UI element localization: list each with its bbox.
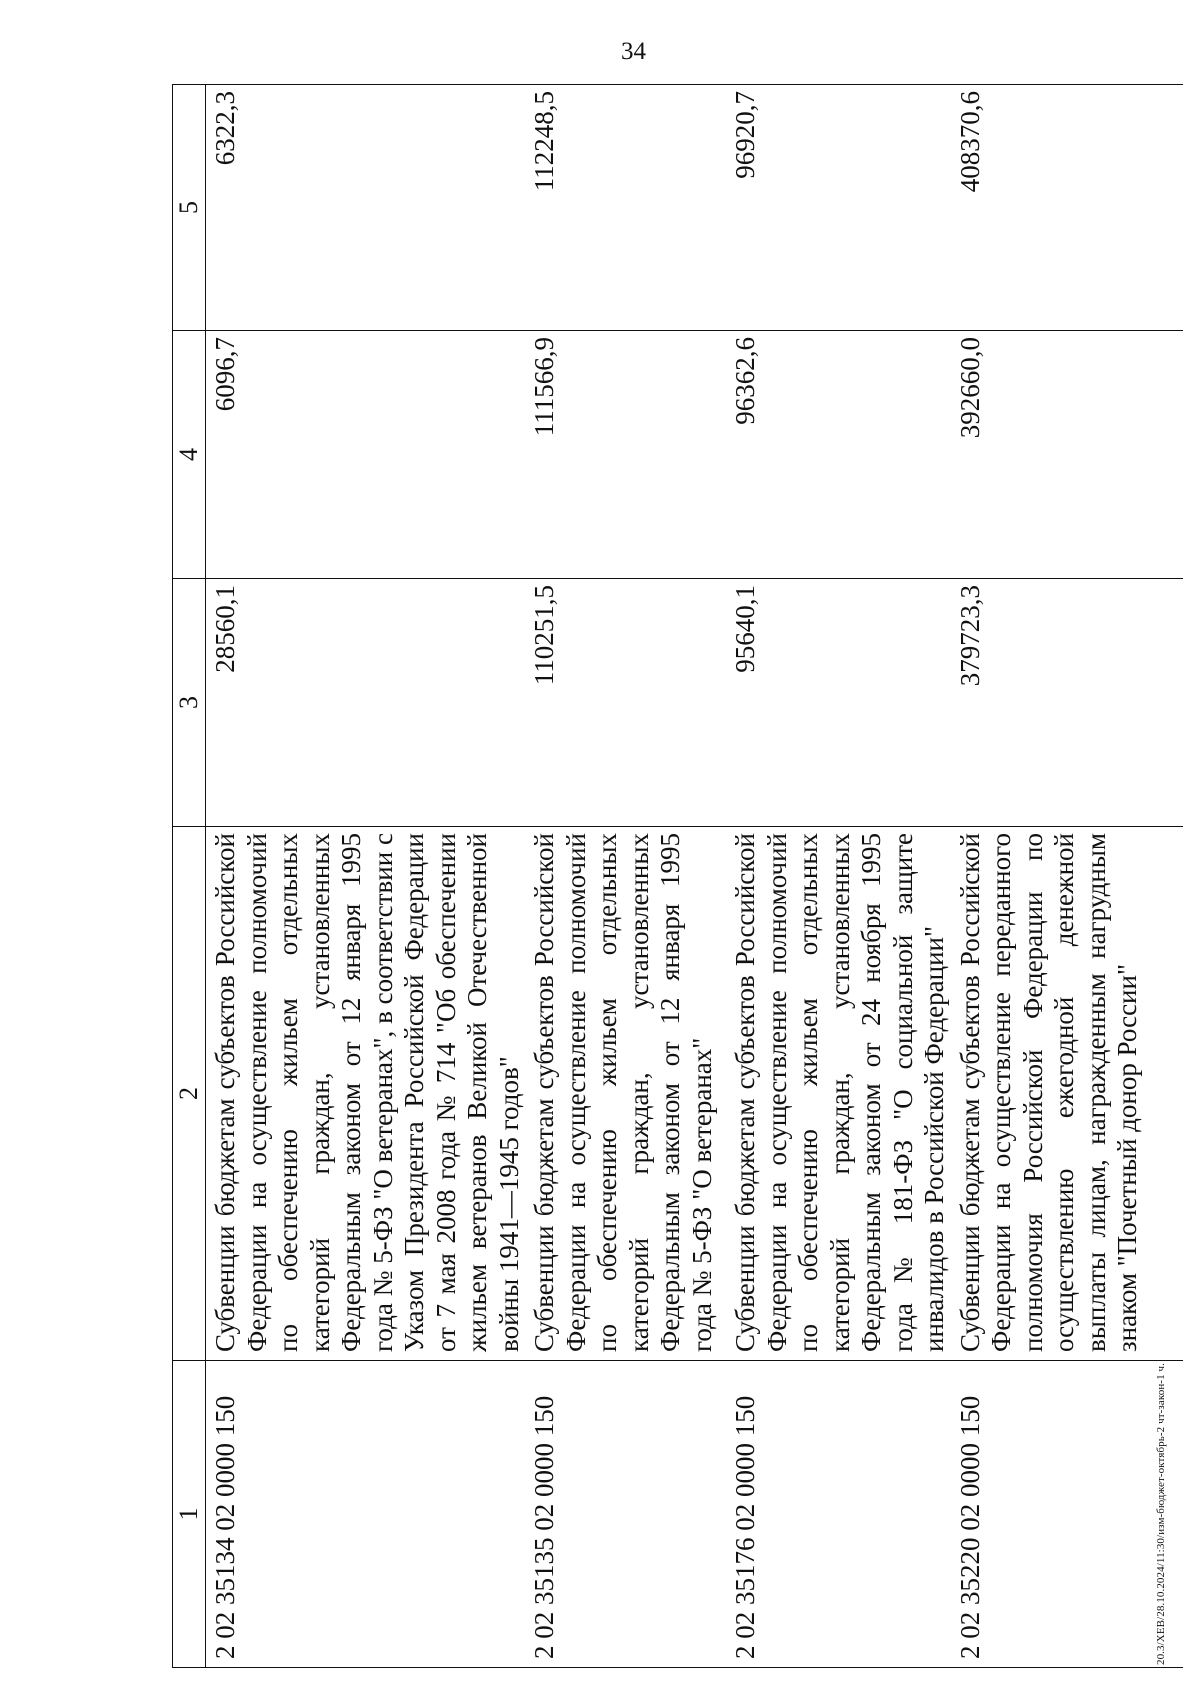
amount-col-4: 111566,9 <box>525 331 726 579</box>
amount-col-3: 95640,1 <box>726 579 951 827</box>
amount-col-3: 110251,5 <box>525 579 726 827</box>
amount-col-4: 96362,6 <box>726 331 951 579</box>
page-number: 34 <box>621 38 646 65</box>
header-col-2: 2 <box>173 827 206 1361</box>
income-description: Субвенции бюджетам субъектов Российской Федерации на осуществление переданного полномочия Российской Федерации по осуществлению ежегодной денежной выплаты лицам, награжденным нагрудным знаком "Почетный донор России" <box>951 827 1183 1361</box>
amount-col-5: 112248,5 <box>525 85 726 331</box>
header-col-3: 3 <box>173 579 206 827</box>
table-row <box>726 85 951 1668</box>
amount-col-5: 96920,7 <box>726 85 951 331</box>
amount-col-5: 408370,6 <box>951 85 1183 331</box>
income-code: 2 02 35135 02 0000 150 <box>525 1361 726 1668</box>
header-col-5: 5 <box>173 85 206 331</box>
header-col-4: 4 <box>173 331 206 579</box>
rotated-table-container <box>172 85 1149 1668</box>
header-col-1: 1 <box>173 1361 206 1668</box>
amount-col-4: 6096,7 <box>206 331 526 579</box>
table-header-row <box>173 85 206 1668</box>
income-code: 2 02 35220 02 0000 150 <box>951 1361 1183 1668</box>
table-row <box>206 85 526 1668</box>
income-description: Субвенции бюджетам субъектов Российской Федерации на осуществление полномочий по обеспечению жильем отдельных категорий граждан, установленных Федеральным законом от 12 января 1995 года № 5-ФЗ "О ветеранах", в соответствии с Указом Президента Российской Федерации от 7 мая 2008 года № 714 "Об обеспечении жильем ветеранов Великой Отечественной войны 1941—1945 годов" <box>206 827 526 1361</box>
table-row <box>525 85 726 1668</box>
budget-table <box>172 84 1183 1668</box>
income-code: 2 02 35176 02 0000 150 <box>726 1361 951 1668</box>
income-description: Субвенции бюджетам субъектов Российской Федерации на осуществление полномочий по обеспечению жильем отдельных категорий граждан, установленных Федеральным законом от 12 января 1995 года № 5-ФЗ "О ветеранах" <box>525 827 726 1361</box>
amount-col-3: 28560,1 <box>206 579 526 827</box>
amount-col-3: 379723,3 <box>951 579 1183 827</box>
document-footer-code <box>1151 85 1171 1665</box>
amount-col-5: 6322,3 <box>206 85 526 331</box>
budget-table-frame <box>172 85 1149 1668</box>
amount-col-4: 392660,0 <box>951 331 1183 579</box>
income-code: 2 02 35134 02 0000 150 <box>206 1361 526 1668</box>
income-description: Субвенции бюджетам субъектов Российской Федерации на осуществление полномочий по обеспечению жильем отдельных категорий граждан, установленных Федеральным законом от 24 ноября 1995 года № 181-ФЗ "О социальной защите инвалидов в Российской Федерации" <box>726 827 951 1361</box>
table-row <box>951 85 1183 1668</box>
footer-code-text: 20.3/ХЕВ/28.10.2024/11:30/изм-бюджет-октябрь-2 чт-закон-1 ч. <box>1155 1362 1167 1665</box>
